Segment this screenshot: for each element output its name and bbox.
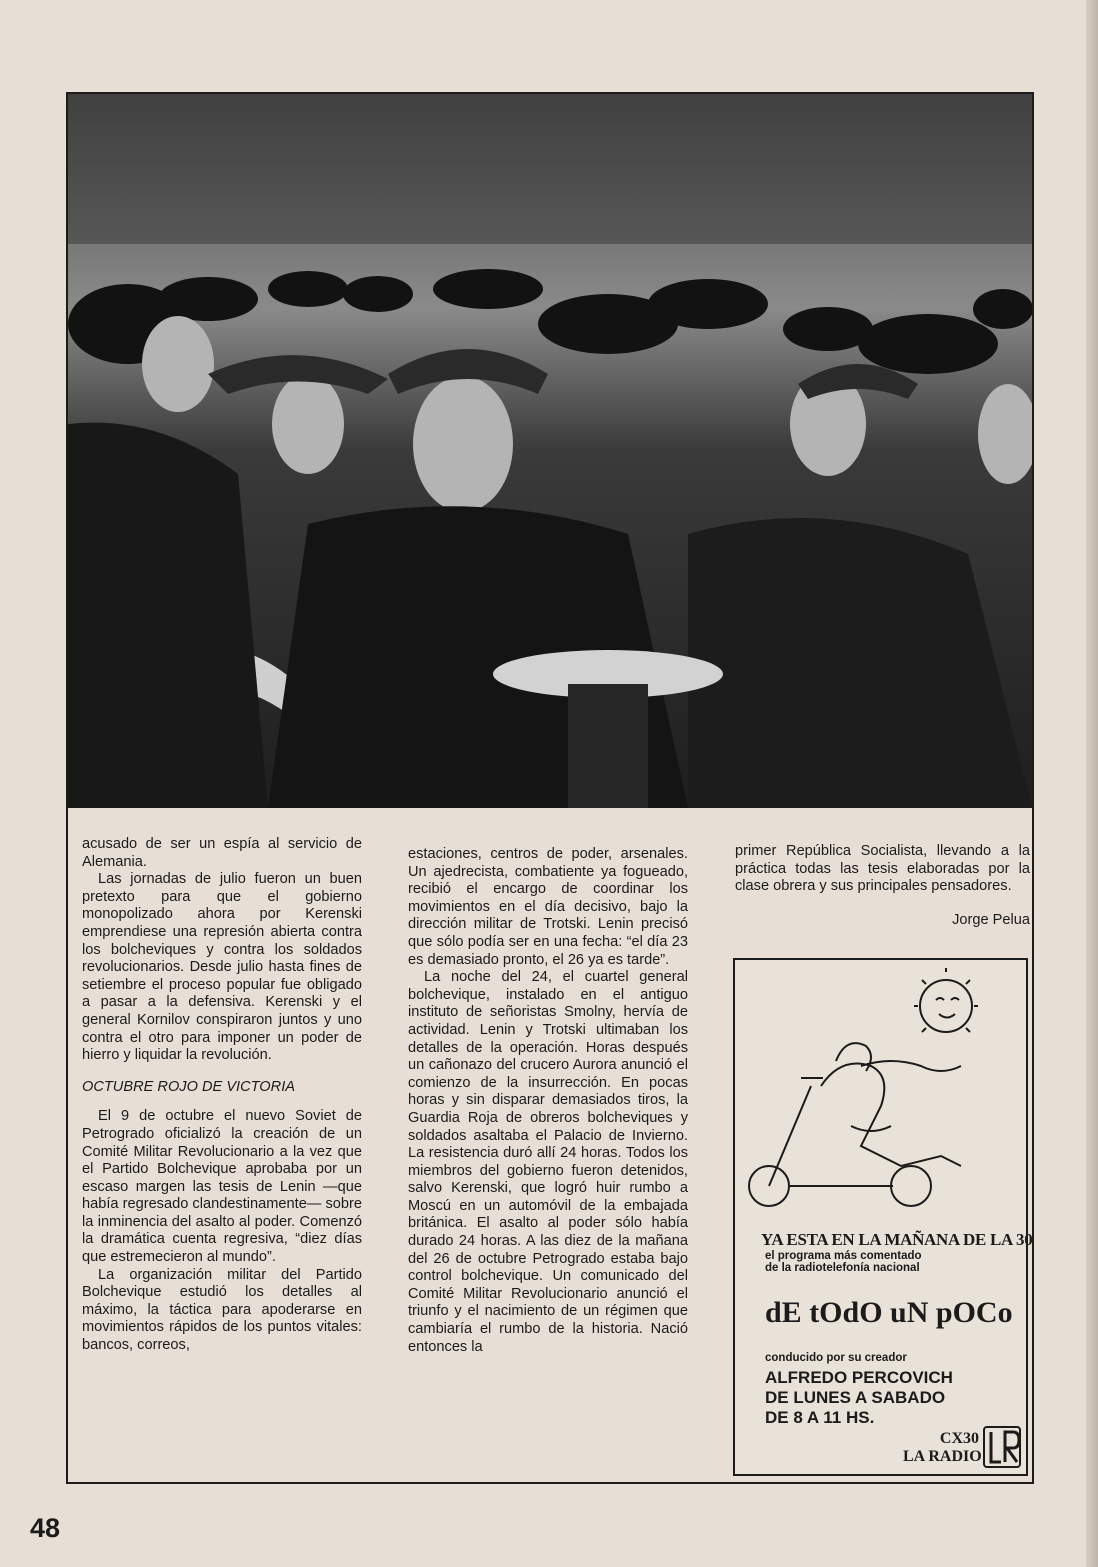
column-2	[408, 846, 688, 1356]
show-title: dE tOdO uN pOCo	[765, 1296, 1013, 1329]
page-number: 48	[30, 1513, 61, 1543]
scooter-illustration	[741, 966, 1021, 1226]
column-1	[82, 836, 362, 1355]
station-name: LA RADIO	[903, 1448, 982, 1465]
station-code: CX30	[939, 1430, 979, 1447]
paragraph: acusado de ser un espía al servicio de Alemania.	[82, 836, 362, 870]
host-name: ALFREDO PERCOVICH	[765, 1368, 953, 1387]
section-subheading: OCTUBRE ROJO DE VICTORIA	[82, 1078, 295, 1095]
ad-headline: YA ESTA EN LA MAÑANA DE LA 30	[761, 1230, 1033, 1249]
crowd-photograph	[68, 94, 1032, 808]
broadcast-days: DE LUNES A SABADO	[765, 1388, 946, 1407]
ad-tagline: de la radiotelefonía nacional	[765, 1262, 920, 1274]
paragraph: La organización militar del Partido Bolchevique estudió los detalles al máximo, la táctica para apoderarse en movimientos rápidos de los puntos vitales: bancos, correos,	[82, 1266, 362, 1354]
ad-tagline: el programa más comentado	[765, 1250, 922, 1262]
paragraph: Las jornadas de julio fueron un buen pretexto para que el gobierno monopolizado ahora por Kerenski emprendiese una represión abierta contra los bolcheviques y contra los soldados revolucionarios. Desde julio hasta fines de setiembre el proceso popular fue obligado a pasar a la defensiva. Kerenski y el general Kornilov conspiraron juntos y uno contra el otro para imponer un poder de hierro y liquidar la revolución.	[82, 871, 362, 1064]
author-byline: Jorge Pelua	[952, 911, 1030, 928]
binding-edge	[1086, 0, 1098, 1567]
paragraph: La noche del 24, el cuartel general bolchevique, instalado en el antiguo instituto de señoristas Smolny, hervía de actividad. Lenin y Trotski ultimaban los detalles de la operación. Horas después un cañonazo del crucero Aurora anunció el comienzo de la insurrección. En pocas horas y sin disparar demasiados tiros, la Guardia Roja de obreros bolcheviques y soldados asaltaba el Palacio de Invierno. La resistencia duró allí 24 horas. Todos los miembros del gobierno fueron detenidos, salvo Kerenski, que logró huir rumbo a Moscú en un automóvil de la embajada británica. El asalto al poder sólo había durado 24 horas. A las diez de la mañana del 26 de octubre Petrogrado estaba bajo control bolchevique. Un comunicado del Comité Militar Revolucionario anunció el triunfo y el nacimiento de un régimen que cambiaría el rumbo de la historia. Nació entonces la	[408, 969, 688, 1355]
lr-radio-logo-icon	[983, 1426, 1021, 1468]
paragraph: El 9 de octubre el nuevo Soviet de Petrogrado oficializó la creación de un Comité Militar Revolucionario a la vez que el Partido Bolchevique aprobaba por un escaso margen las tesis de Lenin —que había regresado clandestinamente— sobre la inminencia del asalto al poder. Comenzó la dramática cuenta regresiva, “diez días que estremecieron al mundo”.	[82, 1108, 362, 1266]
ad-credit: conducido por su creador	[765, 1352, 907, 1364]
radio-advertisement	[733, 958, 1033, 1476]
paragraph: estaciones, centros de poder, arsenales. Un ajedrecista, combatiente ya fogueado, recibió el encargo de coordinar los movimientos en el día decisivo, bajo la dirección militar de Trotski. Lenin precisó que sólo podía ser en una fecha: “el día 23 es demasiado pronto, el 26 ya es tarde”.	[408, 846, 688, 968]
column-3	[735, 843, 1030, 929]
broadcast-hours: DE 8 A 11 HS.	[765, 1408, 875, 1427]
paragraph: primer República Socialista, llevando a la práctica todas las tesis elaboradas por la clase obrera y sus principales pensadores.	[735, 843, 1030, 895]
